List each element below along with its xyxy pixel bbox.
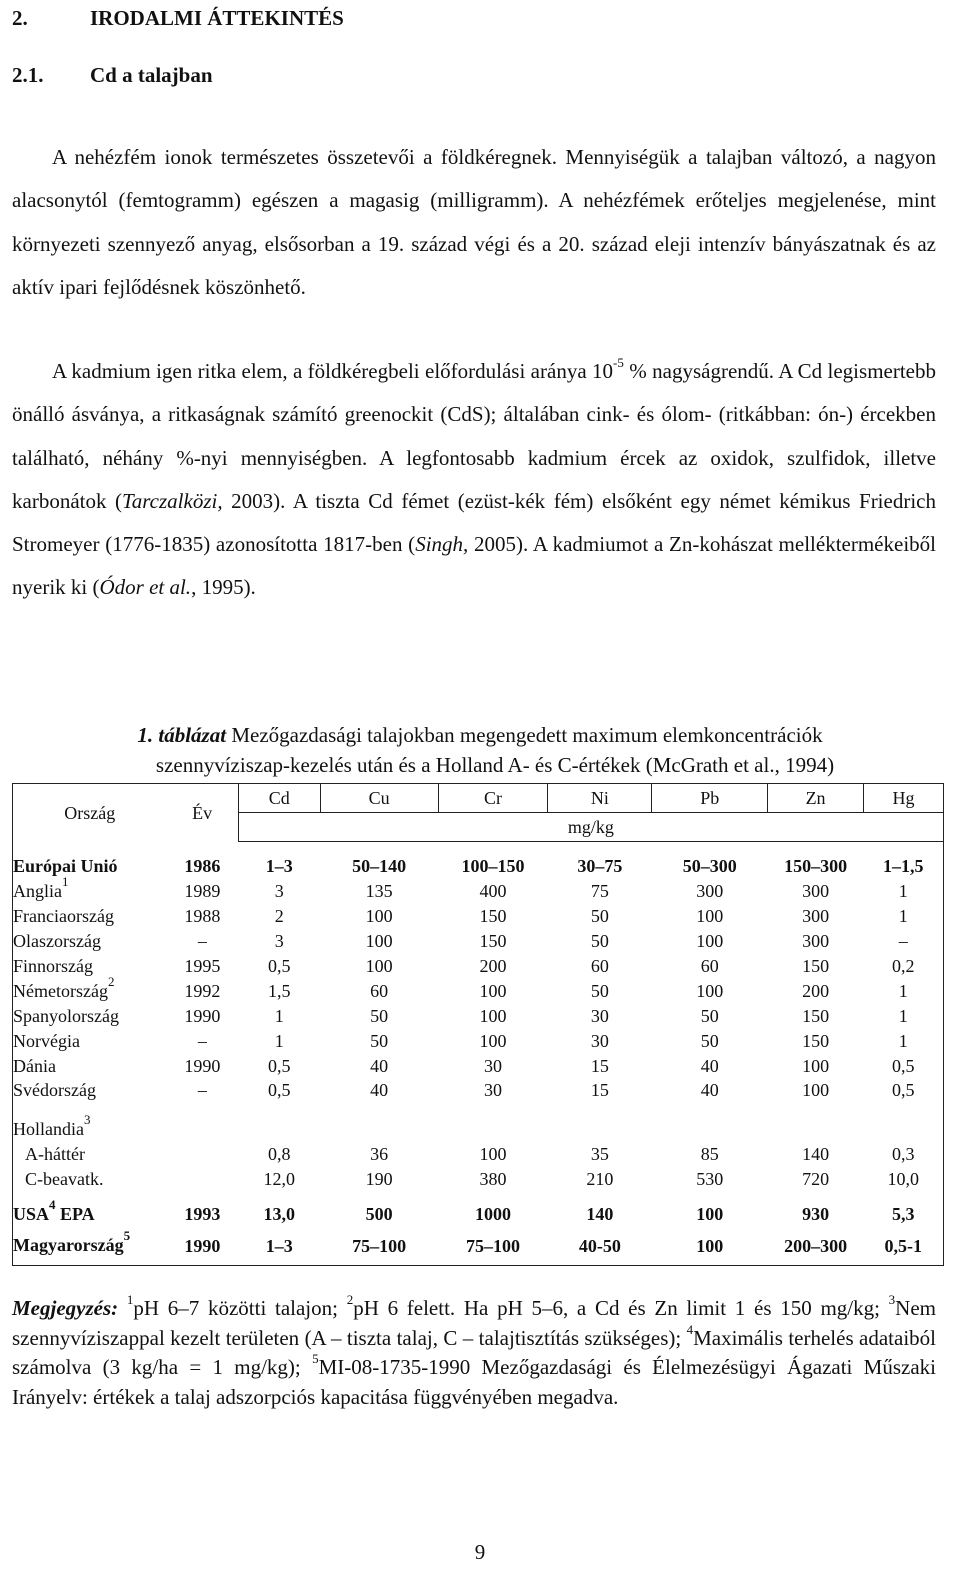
- cell-year: –: [197, 931, 207, 952]
- cell-cd: 2: [274, 906, 284, 927]
- section-heading: [12, 63, 213, 88]
- chapter-heading: [12, 6, 344, 31]
- cell-cd: 1: [274, 1030, 284, 1051]
- table-caption-text-1: Mezőgazdasági talajokban megengedett maximum elemkoncentrációk: [226, 723, 823, 747]
- row-country: Hollandia$^3$: [13, 1112, 91, 1140]
- cell-cd: 1: [274, 1005, 284, 1026]
- paragraph-intro: [12, 136, 936, 309]
- cell-hg: 0,5: [892, 1080, 915, 1101]
- cell-hg: 1: [898, 980, 908, 1001]
- cell-cu: 40: [370, 1055, 389, 1076]
- cell-zn: 720: [802, 1169, 830, 1190]
- cell-year: 1988: [184, 906, 221, 927]
- row-country: Európai Unió: [13, 856, 118, 877]
- cell-cu: 190: [365, 1169, 393, 1190]
- table-row-hungary: [13, 1226, 944, 1265]
- cell-pb: 100: [696, 1204, 724, 1225]
- cell-hg: 5,3: [892, 1204, 915, 1225]
- row-country: Dánia: [13, 1055, 56, 1076]
- cell-hg: 1: [898, 1030, 908, 1051]
- cell-ni: 30: [590, 1030, 609, 1051]
- cell-pb: 50–300: [682, 856, 737, 877]
- cell-cd: 3: [274, 931, 284, 952]
- cell-cu: 50: [370, 1005, 389, 1026]
- cell-pb: 100: [696, 1235, 724, 1256]
- cell-pb: 40: [700, 1080, 719, 1101]
- footnote-label: Megjegyzés:: [12, 1296, 119, 1320]
- cell-pb: 40: [700, 1055, 719, 1076]
- cell-zn: 300: [802, 906, 830, 927]
- cell-zn: 100: [802, 1055, 830, 1076]
- table-row: [13, 1053, 944, 1078]
- cell-year: 1986: [184, 856, 221, 877]
- cell-zn: 100: [802, 1080, 830, 1101]
- cell-pb: 530: [696, 1169, 724, 1190]
- cell-zn: 200: [802, 980, 830, 1001]
- cell-pb: 60: [700, 956, 719, 976]
- header-element-hg: Hg: [864, 784, 944, 813]
- cell-ni: 15: [590, 1055, 609, 1076]
- header-country: Ország: [64, 802, 116, 823]
- header-element-pb: Pb: [652, 784, 768, 813]
- paragraph-cadmium-text-a: A kadmium igen ritka elem, a földkéregbeli előfordulási aránya 10: [52, 359, 614, 383]
- cell-cr: 400: [479, 881, 507, 902]
- cell-zn: 930: [802, 1204, 830, 1225]
- header-element-cd: Cd: [238, 784, 320, 813]
- page-number: 9: [474, 1540, 486, 1564]
- table-row: [13, 1028, 944, 1053]
- cell-year: –: [197, 1080, 207, 1101]
- cell-year: 1992: [184, 980, 221, 1001]
- cell-cr: 30: [484, 1080, 502, 1101]
- row-country: Svédország: [13, 1080, 96, 1101]
- cell-cr: 1000: [475, 1204, 511, 1225]
- cell-ni: 15: [590, 1080, 609, 1101]
- cell-cu: 100: [365, 931, 393, 952]
- cell-ni: 140: [586, 1204, 614, 1225]
- cell-ni: 35: [590, 1144, 609, 1165]
- cell-hg: 1: [898, 881, 908, 902]
- cell-ni: 30–75: [577, 856, 623, 877]
- cell-pb: 100: [696, 980, 724, 1001]
- citation-singh: Singh,: [415, 532, 469, 557]
- header-unit: mg/kg: [238, 813, 943, 842]
- cell-zn: 200–300: [784, 1235, 848, 1256]
- section-number: 2.1.: [12, 63, 44, 87]
- header-element-cu: Cu: [320, 784, 438, 813]
- cell-pb: 100: [696, 931, 724, 952]
- cell-cu: 40: [370, 1080, 389, 1101]
- chapter-number: 2.: [12, 6, 28, 30]
- cell-cu: 100: [365, 906, 393, 927]
- cell-cr: 75–100: [466, 1235, 520, 1256]
- cell-pb: 50: [700, 1030, 719, 1051]
- cell-cd: 1–3: [265, 856, 293, 877]
- cell-zn: 300: [802, 881, 830, 902]
- table-row: [13, 904, 944, 929]
- cell-zn: 300: [802, 931, 830, 952]
- table-row: [13, 954, 944, 979]
- cell-year: 1990: [184, 1235, 221, 1256]
- table-row: [13, 978, 944, 1003]
- header-element-zn: Zn: [768, 784, 864, 813]
- paragraph-cadmium-text-e: 2005). A kadmiumot a Zn-kohászat melléktermékeiből nyerik ki (: [12, 532, 936, 600]
- cell-cd: 0,5: [268, 1055, 291, 1076]
- cell-ni: 30: [590, 1005, 609, 1026]
- cell-ni: 60: [590, 956, 609, 976]
- table-row: [13, 854, 944, 879]
- chapter-title: IRODALMI ÁTTEKINTÉS: [90, 6, 344, 30]
- cell-cr: 150: [479, 906, 507, 927]
- row-country: Magyarország$^5$: [13, 1227, 131, 1255]
- cell-cu: 36: [370, 1144, 389, 1165]
- cell-year: 1989: [184, 881, 221, 902]
- row-country: Spanyolország: [13, 1005, 119, 1026]
- cell-cd: 0,5: [268, 1080, 291, 1101]
- table-row-c-beavatk: [13, 1167, 944, 1192]
- cell-cr: 30: [484, 1055, 502, 1076]
- cell-cd: 1–3: [265, 1235, 293, 1256]
- cell-pb: 100: [696, 906, 724, 927]
- concentration-table: [12, 783, 944, 1266]
- cell-year: 1995: [184, 956, 221, 976]
- cell-cu: 50: [370, 1030, 389, 1051]
- cell-ni: 40-50: [578, 1235, 621, 1256]
- cell-zn: 150–300: [784, 856, 848, 877]
- section-title: Cd a talajban: [90, 63, 213, 87]
- cell-cr: 100: [479, 1144, 507, 1165]
- row-country: Norvégia: [13, 1030, 80, 1051]
- cell-cu: 75–100: [352, 1235, 407, 1256]
- cell-cu: 100: [365, 956, 393, 976]
- table-header-row: [13, 784, 944, 813]
- row-country: Németország$^2$: [13, 973, 115, 1001]
- header-element-cr: Cr: [438, 784, 548, 813]
- citation-odor: Ódor et al.: [99, 575, 192, 600]
- cell-hg: 0,5: [892, 1055, 915, 1076]
- cell-cr: 100: [479, 980, 507, 1001]
- cell-cr: 200: [479, 956, 507, 976]
- cell-cu: 50–140: [352, 856, 407, 877]
- cell-zn: 150: [802, 1030, 830, 1051]
- cell-cr: 150: [479, 931, 507, 952]
- cell-pb: 50: [700, 1005, 719, 1026]
- cell-year: 1990: [184, 1055, 221, 1076]
- table-row-usa: [13, 1192, 944, 1227]
- table-row-holland: [13, 1103, 944, 1142]
- cell-cr: 380: [479, 1169, 507, 1190]
- cell-cd: 1,5: [268, 980, 291, 1001]
- row-country: Anglia$^1$: [13, 874, 69, 902]
- cell-cd: 3: [274, 881, 284, 902]
- paragraph-intro-text: A nehézfém ionok természetes összetevői a földkéregnek. Mennyiségük a talajban változó, a nagyon alacsonytól (femtogramm) egészen a magasig (milligramm). A nehézfémek erőteljes megjelenése, mint környezeti szennyező anyag, elsősorban a 19. század végi és a 20. század eleji intenzív bányászatnak és az aktív ipari fejlődésnek köszönhető.: [12, 145, 936, 299]
- table-caption-label: 1. táblázat: [137, 723, 227, 747]
- header-element-ni: Ni: [548, 784, 652, 813]
- table-row: [13, 1003, 944, 1028]
- cell-pb: 300: [696, 881, 724, 902]
- cell-hg: 1: [898, 906, 908, 927]
- paragraph-cadmium: [12, 350, 936, 610]
- cell-ni: 75: [590, 881, 609, 902]
- cell-year: 1993: [184, 1204, 221, 1225]
- paragraph-cadmium-text-f: , 1995).: [191, 575, 256, 600]
- table-caption: [12, 720, 948, 780]
- cell-cr: 100–150: [461, 856, 525, 877]
- cell-cd: 0,8: [268, 1144, 291, 1165]
- row-country: Finnország: [13, 956, 93, 976]
- cell-hg: 1: [898, 1005, 908, 1026]
- paragraph-cadmium-text-b: % nagyságrendű. A Cd legismertebb önálló ásványa, a ritkaságnak számító greenockit (CdS); általában cink- és ólom- (ritkábban: ón-) ércekben található, néhány %-nyi mennyiségben. A legfontosabb kadmium ércek az oxidok, szulfidok, illetve karbonátok (: [12, 359, 936, 513]
- cell-hg: –: [898, 931, 908, 952]
- cell-cr: 100: [479, 1005, 507, 1026]
- citation-tarczalkozi: Tarczalközi,: [122, 488, 223, 513]
- table-footnote: Megjegyzés: $^1$pH 6–7 közötti talajon; $^2$pH 6 felett. Ha pH 5–6, a Cd és Zn limit 1 és 150 mg/kg; $^3$Nem szennyvíziszappal kezelt területen (A – tiszta talaj, C – talajtisztítás szükséges); $^4$Maximális terhelés adataiból számolva (3 kg/ha = 1 mg/kg); $^5$MI-08-1735-1990 Mezőgazdasági és Élelmezésügyi Ágazati Műszaki Irányelv: értékek a talaj adszorpciós kapacitása függvényében megadva.: [12, 1292, 937, 1409]
- table-row: [13, 929, 944, 954]
- row-country: Franciaország: [13, 906, 114, 927]
- cell-hg: 0,5-1: [884, 1235, 922, 1256]
- cell-cd: 13,0: [263, 1204, 296, 1225]
- cell-year: –: [197, 1030, 207, 1051]
- table-row: [13, 879, 944, 904]
- cell-pb: 85: [700, 1144, 719, 1165]
- cell-zn: 150: [802, 956, 830, 976]
- cell-ni: 50: [590, 906, 609, 927]
- cell-ni: 50: [590, 980, 609, 1001]
- row-country: Olaszország: [13, 931, 101, 952]
- table-caption-text-2: szennyvíziszap-kezelés után és a Holland A- és C-értékek (McGrath et al., 1994): [155, 753, 835, 777]
- paragraph-cadmium-text-d: 2003). A tiszta Cd fémet (ezüst-kék fém) elsőként egy német kémikus Friedrich Stromeyer (1776-1835) azonosította 1817-ben (: [12, 488, 936, 557]
- cell-hg: 0,2: [892, 956, 915, 976]
- table-caption-line-1: [12, 720, 948, 750]
- exponent-superscript: -5: [613, 355, 624, 370]
- cell-cd: 12,0: [263, 1169, 296, 1190]
- cell-year: 1990: [184, 1005, 221, 1026]
- cell-hg: 0,3: [892, 1144, 915, 1165]
- cell-hg: 10,0: [887, 1169, 919, 1190]
- cell-zn: 150: [802, 1005, 830, 1026]
- cell-cu: 500: [365, 1204, 393, 1225]
- row-country: USA$^4$ EPA: [13, 1197, 95, 1225]
- cell-cr: 100: [479, 1030, 507, 1051]
- cell-zn: 140: [802, 1144, 830, 1165]
- row-country: C-beavatk.: [25, 1169, 104, 1190]
- table-row: [13, 1078, 944, 1103]
- cell-hg: 1–1,5: [883, 856, 924, 877]
- cell-cu: 60: [370, 980, 389, 1001]
- header-year: Év: [192, 802, 213, 823]
- cell-cd: 0,5: [268, 956, 291, 976]
- table-row-a-hatter: [13, 1142, 944, 1167]
- row-country: A-háttér: [25, 1144, 85, 1165]
- cell-cu: 135: [365, 881, 393, 902]
- cell-ni: 50: [590, 931, 609, 952]
- cell-ni: 210: [586, 1169, 614, 1190]
